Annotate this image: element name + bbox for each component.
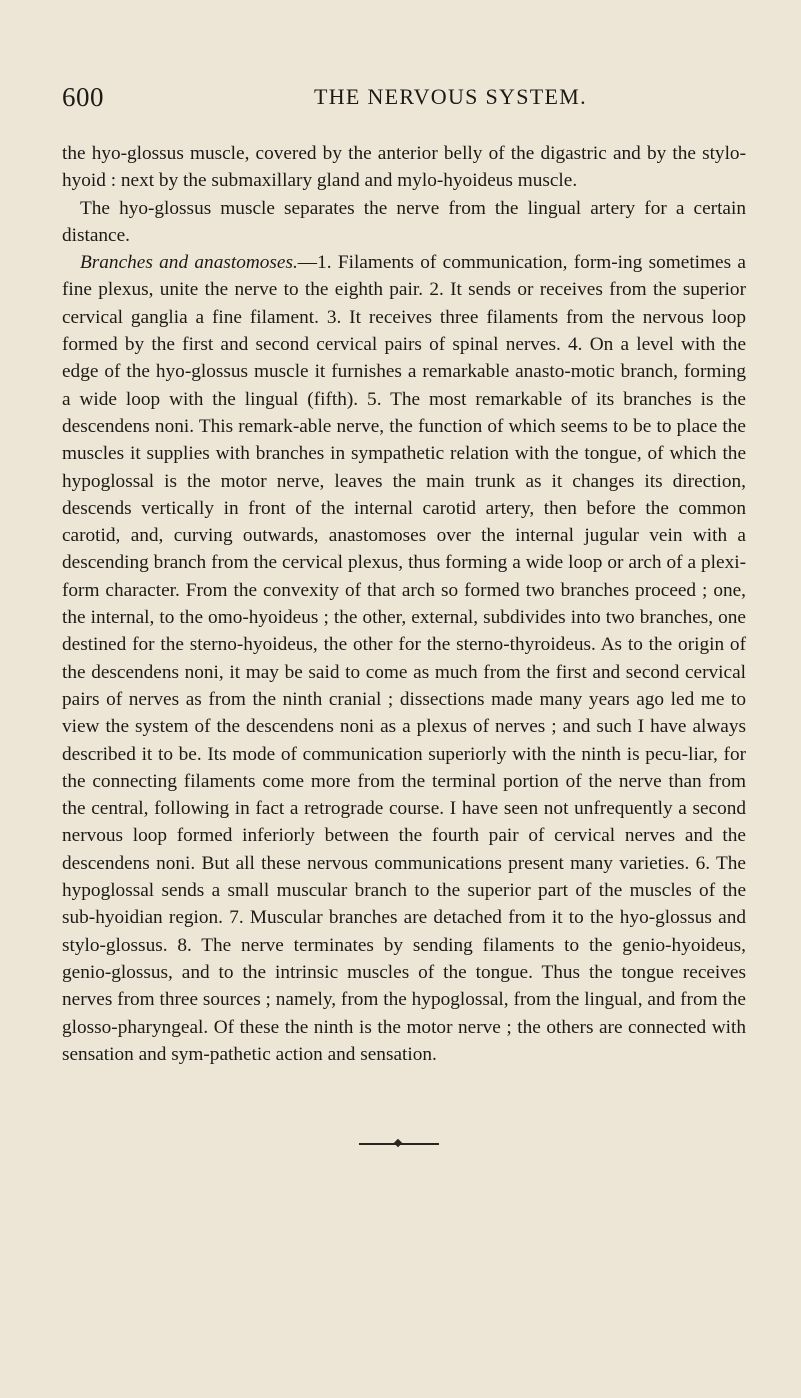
running-head bbox=[62, 82, 742, 116]
body-text bbox=[62, 140, 746, 1068]
paragraph-branches-text: —1. Filaments of communication, form-ing sometimes a fine plexus, unite the nerve to the eighth pair. 2. It sends or receives from the superior cervical ganglia a fine filament. 3. It receives three filaments from the nervous loop formed by the first and second cervical pairs of spinal nerves. 4. On a level with the edge of the hyo-glossus muscle it furnishes a remarkable anasto-motic branch, forming a wide loop with the lingual (fifth). 5. The most remarkable of its branches is the descendens noni. This remark-able nerve, the function of which seems to be to place the muscles it supplies with branches in sympathetic relation with the tongue, of which the hypoglossal is the motor nerve, leaves the main trunk as it changes its direction, descends vertically in front of the internal carotid artery, then before the common carotid, and, curving outwards, anastomoses over the internal jugular vein with a descending branch from the cervical plexus, thus forming a wide loop or arch of a plexi-form character. From the convexity of that arch so formed two branches proceed ; one, the internal, to the omo-hyoideus ; the other, external, subdivides into two branches, one destined for the sterno-hyoideus, the other for the sterno-thyroideus. As to the origin of the descendens noni, it may be said to come as much from the first and second cervical pairs of nerves as from the ninth cranial ; dissections made many years ago led me to view the system of the descendens noni as a plexus of nerves ; and such I have always described it to be. Its mode of communication superiorly with the ninth is pecu-liar, for the connecting filaments come more from the terminal portion of the nerve than from the central, following in fact a retrograde course. I have seen not unfrequently a second nervous loop formed inferiorly between the fourth pair of cervical nerves and the descendens noni. But all these nervous communications present many varieties. 6. The hypoglossal sends a small muscular branch to the superior part of the muscles of the sub-hyoidian region. 7. Muscular branches are detached from it to the hyo-glossus and stylo-glossus. 8. The nerve terminates by sending filaments to the genio-hyoideus, genio-glossus, and to the intrinsic muscles of the tongue. Thus the tongue receives nerves from three sources ; namely, from the hypoglossal, from the lingual, and from the glosso-pharyngeal. Of these the ninth is the motor nerve ; the others are connected with sensation and sym-pathetic action and sensation. bbox=[62, 252, 746, 1065]
paragraph-branches bbox=[62, 249, 746, 1068]
running-title: THE NERVOUS SYSTEM. bbox=[314, 84, 587, 109]
paragraph-hyo-glossus: The hyo-glossus muscle separates the nerve from the lingual artery for a certain distance. bbox=[62, 197, 746, 246]
section-heading-branches: Branches and anastomoses. bbox=[80, 252, 298, 274]
paragraph-continuation: the hyo-glossus muscle, covered by the anterior belly of the digastric and by the stylo-hyoid : next by the submaxillary gland and mylo-hyoideus muscle. bbox=[62, 143, 746, 192]
ornament-diamond-icon bbox=[394, 1139, 402, 1147]
diamond-rule-ornament-icon bbox=[359, 1140, 439, 1148]
page-number: 600 bbox=[62, 82, 104, 112]
